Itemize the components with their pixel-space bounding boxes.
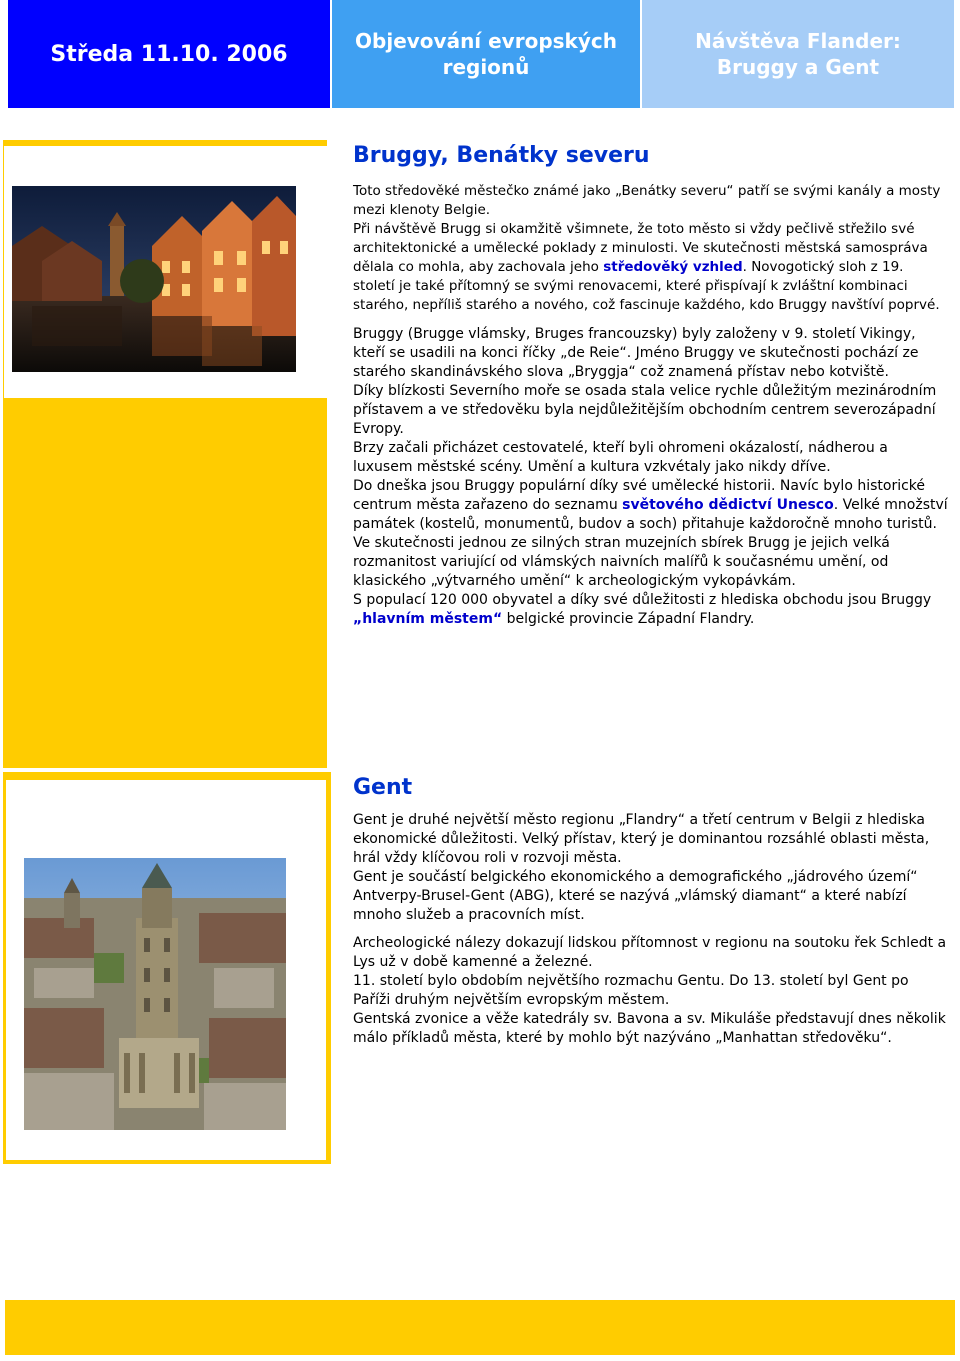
header-topic <box>642 0 954 108</box>
gent-paragraph-1 <box>353 811 948 925</box>
bruggy-p1-text3: . Novogotický sloh z 19. století je také přítomný se svými renovacemi, které přispívají k zvláštní kombinaci starého, nepříliš starého a nového, což fascinuje každého, kdo Bruggy navštíví poprvé. <box>353 259 940 313</box>
header-date <box>8 0 330 108</box>
gent-p1-text1: Gent je druhé největší město regionu „Flandry“ a třetí centrum v Belgii z hlediska ekonomické důležitosti. Velký přístav, který je dominantou rozsáhlé oblasti města, hrál vždy klíčovou roli v rozvoji města. <box>353 812 930 866</box>
gent-p1-text2: Gent je součástí belgického ekonomického a demografického „jádrového území“ Antverpy-Brusel-Gent (ABG), které se nazývá „vlámský diamant“ a které nabízí mnoho služeb a pracovních míst. <box>353 869 918 923</box>
bruggy-title: Bruggy, Benátky severu <box>353 143 650 168</box>
bruggy-p2-text6b: belgické provincie Západní Flandry. <box>502 611 755 627</box>
gent-paragraph-2 <box>353 934 948 1048</box>
header-topic-line2: Bruggy a Gent <box>716 55 880 79</box>
gent-title: Gent <box>353 775 413 800</box>
bruggy-p2-text4a: Do dneška jsou Bruggy populární díky své umělecké historii. Navíc bylo historické centrum města zařazeno do seznamu <box>353 478 926 513</box>
header-series <box>332 0 640 108</box>
stredoveky-vzhled-link[interactable]: středověký vzhled <box>603 259 743 275</box>
header-topic-line1: Návštěva Flander: <box>695 29 901 53</box>
bruggy-p2-text5: Ve skutečnosti jednou ze silných stran muzejních sbírek Brugg je jejich velká rozmanitost variující od vlámských naivních malířů k současnému umění, od klasického „výtvarného umění“ k archeologickým vykopávkám. <box>353 535 890 589</box>
gent-p2-text1: Archeologické nálezy dokazují lidskou přítomnost v regionu na soutoku řek Schledt a Lys už v době kamenné a železné. <box>353 935 947 970</box>
bruggy-section <box>353 143 948 629</box>
bruggy-p2-text3: Brzy začali přicházet cestovatelé, kteří byli ohromeni okázalostí, nádherou a luxusem městské scény. Umění a kultura vzkvétaly jako nikdy dříve. <box>353 440 888 475</box>
bruggy-canal-photo <box>12 186 296 372</box>
gent-section <box>353 775 948 1048</box>
bruggy-p2-text2: Díky blízkosti Severního moře se osada stala velice rychle důležitým mezinárodním přístavem a ve středověku byla nejdůležitějším obchodním centrem severozápadní Evropy. <box>353 383 937 437</box>
header-series-line2: regionů <box>442 55 530 79</box>
gent-p2-text2: 11. století bylo obdobím největšího rozmachu Gentu. Do 13. století byl Gent po Paříži druhým největším evropským městem. <box>353 973 909 1008</box>
bruggy-paragraph-2 <box>353 325 948 629</box>
gent-aerial-photo <box>24 858 286 1130</box>
bruggy-p2-text1: Bruggy (Brugge vlámsky, Bruges francouzsky) byly založeny v 9. století Vikingy, kteří se usadili na konci říčky „de Reie“. Jméno Bruggy ve skutečnosti pochází ze starého skandinávského slova „Bryggja“ což znamená přístav nebo kotviště. <box>353 326 919 380</box>
header-date-text: Středa 11.10. 2006 <box>50 41 288 67</box>
bruggy-p2-text6a: S populací 120 000 obyvatel a díky své důležitosti z hlediska obchodu jsou Bruggy <box>353 592 932 608</box>
bruggy-paragraph-1 <box>353 182 948 315</box>
bruggy-p2-text4b: . Velké množství památek (kostelů, monumentů, budov a soch) přitahuje každoročně mnoho turistů. <box>353 497 948 532</box>
footer-bar <box>5 1300 955 1355</box>
gent-p2-text3: Gentská zvonice a věže katedrály sv. Bavona a sv. Mikuláše představují dnes několik málo příkladů města, které by mohlo být nazýváno „Manhattan středověku“. <box>353 1011 946 1046</box>
hlavni-mesto-link[interactable]: „hlavním městem“ <box>353 611 503 627</box>
header-series-line1: Objevování evropských <box>355 29 617 53</box>
bruggy-p1-text1: Toto středověké městečko známé jako „Benátky severu“ patří se svými kanály a mosty mezi klenoty Belgie. <box>353 183 941 218</box>
unesco-link[interactable]: světového dědictví Unesco <box>622 497 834 513</box>
bruggy-p1-text2: Při návštěvě Brugg si okamžitě všimnete, že toto město si vždy pečlivě střežilo své architektonické a umělecké poklady z minulosti. Ve skutečnosti městská samospráva dělala co mohla, aby zachovala jeho <box>353 221 928 275</box>
